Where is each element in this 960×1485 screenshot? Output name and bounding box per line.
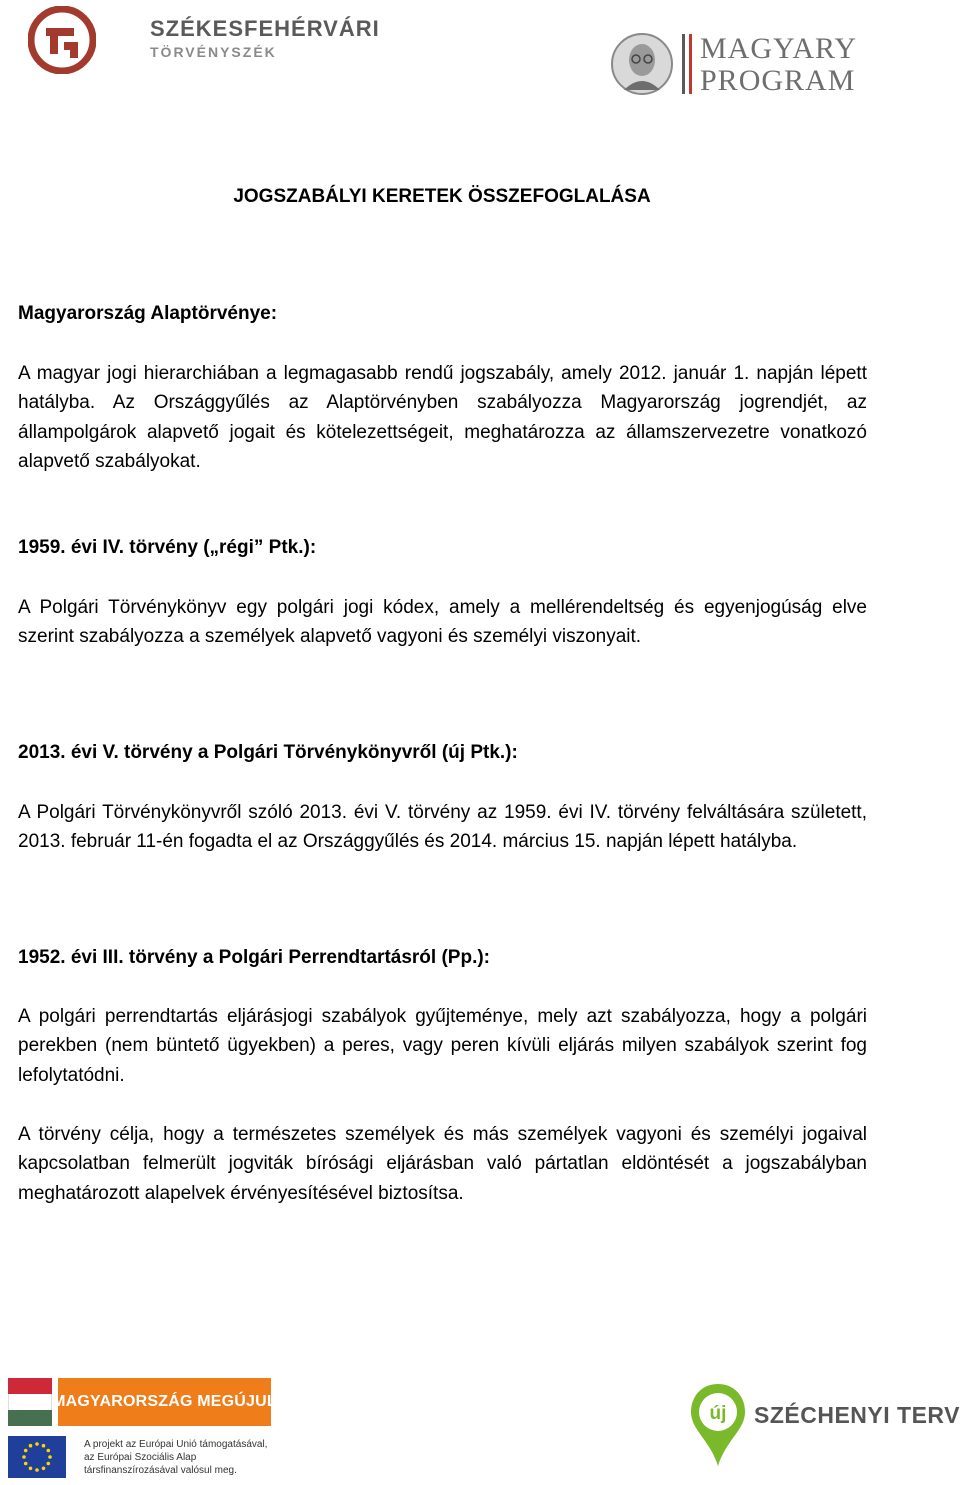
eu-funding-notice xyxy=(8,1436,283,1481)
section-heading: 1952. évi III. törvény a Polgári Perrendtartásról (Pp.): xyxy=(18,947,491,968)
court-subname: TÖRVÉNYSZÉK xyxy=(150,44,277,60)
section-paragraph: A Polgári Törvénykönyvről szóló 2013. évi V. törvény az 1959. évi IV. törvény felváltására született, 2013. február 11-én fogadta el az Országgyűlés és 2014. március 15. napján lépett hatályba. xyxy=(18,802,867,853)
program-name-line1: MAGYARY xyxy=(700,32,858,65)
magyarorszag-megujul-logo xyxy=(8,1378,277,1426)
szechenyi-terv-logo xyxy=(688,1382,960,1474)
szechenyi-terv-name: SZÉCHENYI TERV xyxy=(754,1402,960,1428)
section-paragraph: A magyar jogi hierarchiában a legmagasabb rendű jogszabály, amely 2012. január 1. napján lépett hatályba. Az Országgyűlés az Alaptörvényben szabályozza Magyarország jogrendjét, az állampolgárok alapvető jogait és kötelezettségeit, meghatározza az államszervezetre vonatkozó alapvető szabályokat. xyxy=(18,363,867,472)
map-pin-icon xyxy=(688,1382,748,1468)
eu-funding-text: A projekt az Európai Unió támogatásával, az Európai Szociális Alap társfinanszírozásával valósul meg. xyxy=(84,1439,268,1476)
section-heading: Magyarország Alaptörvénye: xyxy=(18,303,278,324)
eu-flag-icon xyxy=(8,1436,66,1478)
hungarian-flag-icon xyxy=(8,1378,52,1426)
document-title: JOGSZABÁLYI KERETEK ÖSSZEFOGLALÁSA xyxy=(233,186,651,207)
magyary-program-logo xyxy=(610,28,860,100)
program-name-line2: PROGRAM xyxy=(700,64,856,97)
portrait-icon xyxy=(610,32,674,96)
court-emblem-icon xyxy=(28,6,96,74)
section-paragraph: A Polgári Törvénykönyv egy polgári jogi kódex, amely a mellérendeltség és egyenjogúság elve szerint szabályozza a személyek alapvető vagyoni és személyi viszonyait. xyxy=(18,597,867,648)
court-name: SZÉKESFEHÉRVÁRI xyxy=(150,16,380,41)
section-paragraph: A törvény célja, hogy a természetes személyek és más személyek vagyoni és személyi jogaival kapcsolatban felmerült jogviták bírósági eljárásban való pártatlan eldöntését a jogszabályban meghatározott alapelvek érvényesítésével biztosítsa. xyxy=(18,1124,867,1204)
court-logo xyxy=(28,6,380,76)
megujul-banner: MAGYARORSZÁG MEGÚJUL xyxy=(58,1378,271,1426)
section-heading: 1959. évi IV. törvény („régi” Ptk.): xyxy=(18,537,317,558)
section-paragraph: A polgári perrendtartás eljárásjogi szabályok gyűjteménye, mely azt szabályozza, hogy a polgári perekben (nem büntető ügyekben) a peres, vagy peren kívüli eljárás milyen szabályok szerint fog lefolytatódni. xyxy=(18,1006,867,1086)
svg-text:új: új xyxy=(709,1403,727,1424)
section-heading: 2013. évi V. törvény a Polgári Törvénykönyvről (új Ptk.): xyxy=(18,742,518,763)
